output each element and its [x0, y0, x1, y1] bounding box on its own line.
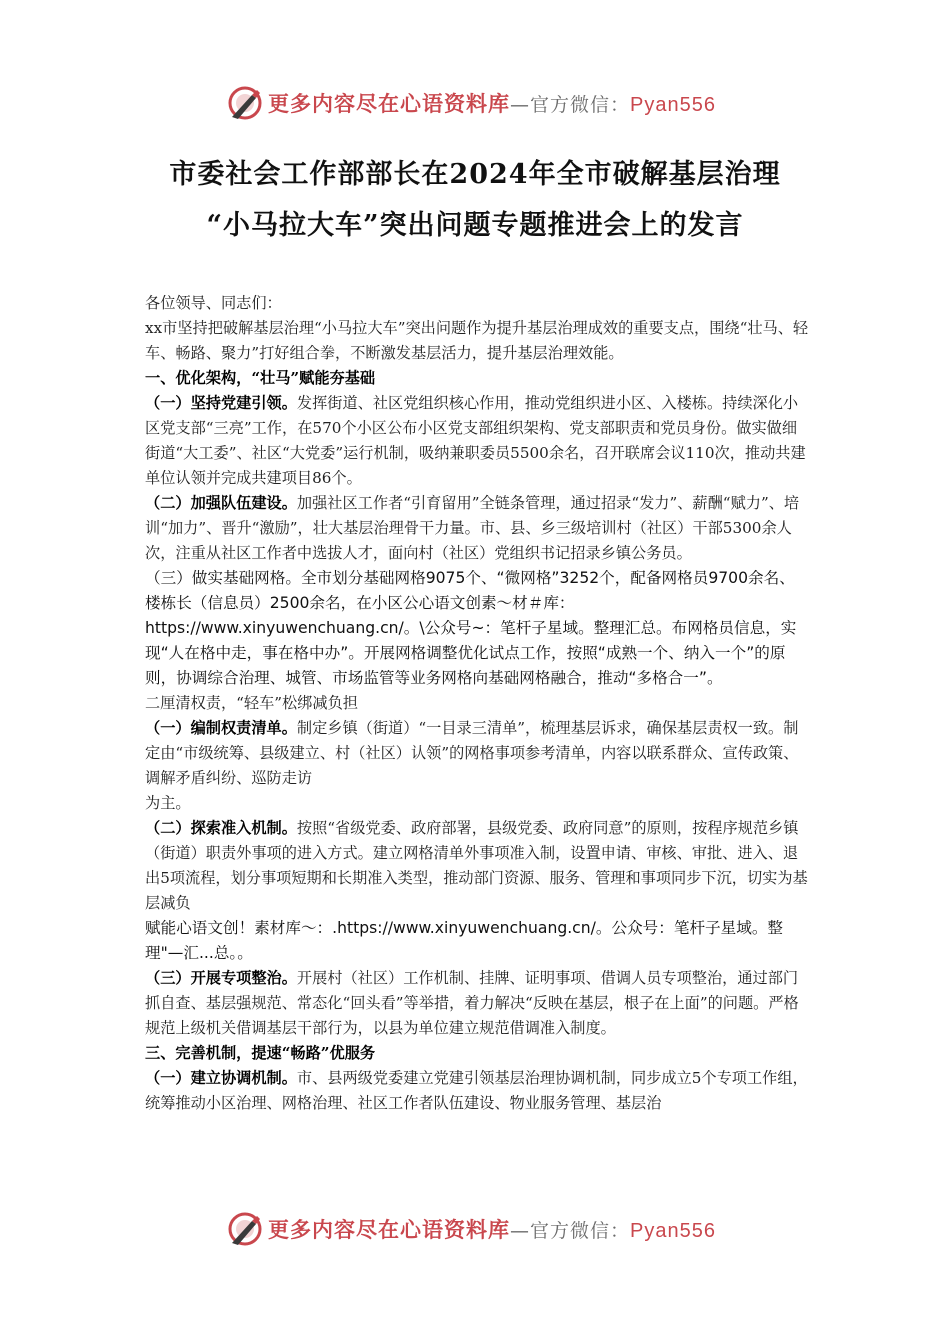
banner-wechat-label: 官方微信：	[530, 1220, 631, 1242]
paragraph-1	[145, 391, 810, 491]
section-heading-2: 二厘清权责，“轻车”松绑减负担	[145, 694, 358, 712]
paragraph-7	[145, 1066, 810, 1116]
paragraph-7-text: 市、县两级党委建立党建引领基层治理协调机制，同步成立5个专项工作组，统筹推动小区治理、网格治理、社区工作者队伍建设、物业服务管理、基层治	[145, 1069, 808, 1112]
paragraph-5-tail: 赋能心语文创！素材库～：.https://www.xinyuwenchuang.cn/。公众号：笔杆子星域。整理"—汇...总。。	[145, 919, 784, 962]
banner-text	[268, 1214, 716, 1244]
banner-dash: —	[510, 94, 530, 116]
paragraph-6	[145, 966, 810, 1041]
paragraph-1-lead: （一）坚持党建引领。	[145, 394, 297, 412]
greeting: 各位领导、同志们：	[145, 294, 282, 312]
section-heading-1: 一、优化架构，“壮马”赋能夯基础	[145, 369, 376, 387]
paragraph-3: （三）做实基础网格。全市划分基础网格9075个、“微网格”3252个，配备网格员9700余名、楼栋长（信息员）2500余名，在小区公心语文创素～材＃库：https://www.xinyuwenchuang.cn/。\公众号~：笔杆子星域。整理汇总。布网格员信息，实现“人在格中走，事在格中办”。开展网格调整优化试点工作，按照“成熟一个、纳入一个”的原则，协调综合治理、城管、市场监管等业务网格向基础网格融合，推动“多格合一”。	[145, 569, 797, 687]
paragraph-7-lead: （一）建立协调机制。	[145, 1069, 297, 1087]
banner-dash: —	[510, 1220, 530, 1242]
banner-wechat-id: Pyan556	[630, 94, 716, 116]
paragraph-4-lead: （一）编制权责清单。	[145, 719, 297, 737]
banner-main: 更多内容尽在心语资料库	[268, 91, 510, 116]
paragraph-2-lead: （二）加强队伍建设。	[145, 494, 297, 512]
paragraph-5	[145, 816, 810, 916]
banner-main: 更多内容尽在心语资料库	[268, 1217, 510, 1242]
banner-wechat-label: 官方微信：	[530, 94, 631, 116]
paragraph-4-text: 制定乡镇（街道）“一目录三清单”，梳理基层诉求，确保基层责权一致。制定由“市级统筹、县级建立、村（社区）认领”的网格事项参考清单，内容以联系群众、宣传政策、调解矛盾纠纷、巡防走访	[145, 719, 799, 787]
banner-text	[268, 88, 716, 118]
paragraph-2	[145, 491, 810, 566]
document-body	[145, 291, 810, 1116]
section-heading-3: 三、完善机制，提速“畅路”优服务	[145, 1044, 376, 1062]
library-logo-icon	[226, 84, 264, 122]
paragraph-5-text: 按照“省级党委、政府部署，县级党委、政府同意”的原则，按程序规范乡镇（街道）职责外事项的进入方式。建立网格清单外事项准入制，设置申请、审核、审批、进入、退出5项流程，划分事项短期和长期准入类型，推动部门资源、服务、管理和事项同步下沉，切实为基层减负	[145, 819, 808, 912]
paragraph-1-text: 发挥街道、社区党组织核心作用，推动党组织进小区、入楼栋。持续深化小区党支部“三亮”工作，在570个小区公布小区党支部组织架构、党支部职责和党员身份。做实做细街道“大工委”、社区“大党委”运行机制，吸纳兼职委员5500余名，召开联席会议110次，推动共建单位认领并完成共建项目86个。	[145, 394, 806, 487]
document-title-line-2: “小马拉大车”突出问题专题推进会上的发言	[206, 210, 744, 241]
intro-paragraph: xx市坚持把破解基层治理“小马拉大车”突出问题作为提升基层治理成效的重要支点，围绕“壮马、轻车、畅路、聚力”打好组合拳，不断激发基层活力，提升基层治理效能。	[145, 319, 809, 362]
library-logo-icon	[226, 1210, 264, 1248]
paragraph-2-text: 加强社区工作者“引育留用”全链条管理，通过招录“发力”、薪酬“赋力”、培训“加力”、晋升“激励”，壮大基层治理骨干力量。市、县、乡三级培训村（社区）干部5300余人次，注重从社区工作者中选拔人才，面向村（社区）党组织书记招录乡镇公务员。	[145, 494, 800, 562]
bottom-banner	[0, 1208, 950, 1252]
document-title-line-1: 市委社会工作部部长在2024年全市破解基层治理	[169, 159, 781, 190]
paragraph-6-text: 开展村（社区）工作机制、挂牌、证明事项、借调人员专项整治，通过部门抓自查、基层强规范、常态化“回头看”等举措，着力解决“反映在基层，根子在上面”的问题。严格规范上级机关借调基层干部行为，以县为单位建立规范借调准入制度。	[145, 969, 799, 1037]
paragraph-4	[145, 716, 810, 791]
paragraph-5-lead: （二）探索准入机制。	[145, 819, 297, 837]
top-banner	[0, 82, 950, 126]
paragraph-4-tail: 为主。	[145, 794, 191, 812]
paragraph-6-lead: （三）开展专项整治。	[145, 969, 297, 987]
banner-wechat-id: Pyan556	[630, 1220, 716, 1242]
